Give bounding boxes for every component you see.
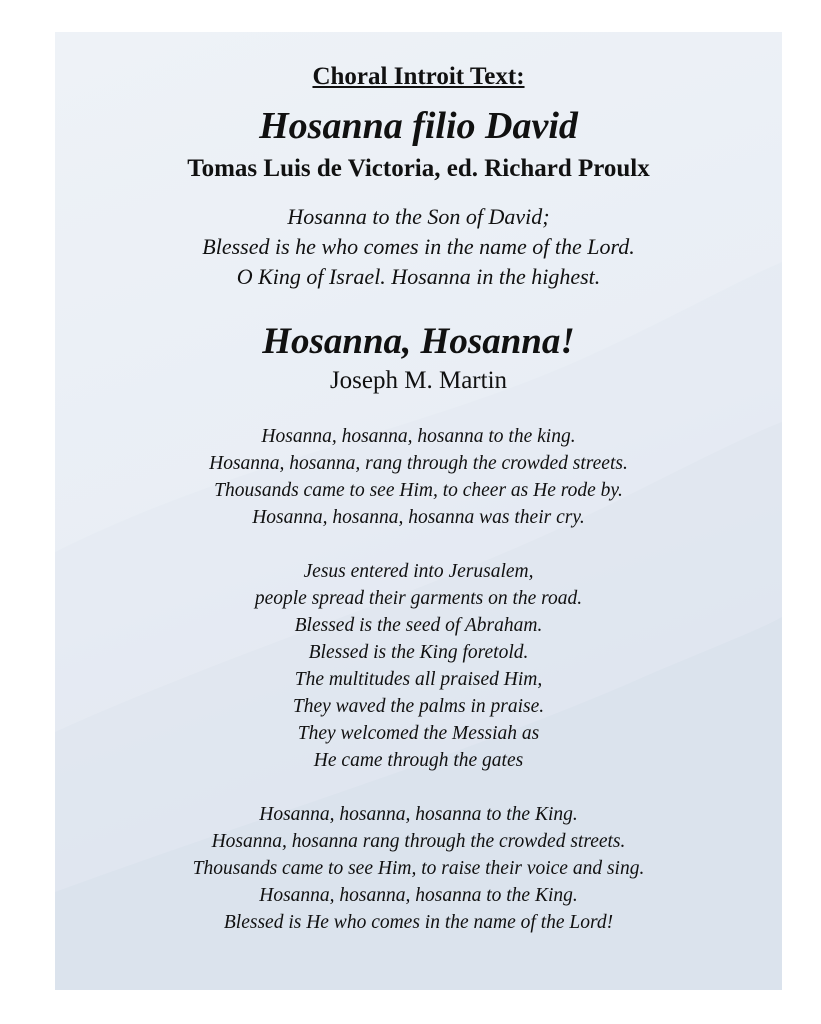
piece2-verse-3 xyxy=(55,801,782,936)
piece1-title: Hosanna filio David xyxy=(259,105,578,147)
lyric-line: Hosanna, hosanna, hosanna was their cry. xyxy=(252,507,585,528)
lyric-line: Hosanna, hosanna, hosanna to the king. xyxy=(261,426,576,447)
lyric-line: Hosanna, hosanna, hosanna to the King. xyxy=(259,885,578,906)
lyric-line: Hosanna, hosanna, hosanna to the King. xyxy=(259,804,578,825)
lyric-line: people spread their garments on the road. xyxy=(254,588,583,609)
lyric-line: Hosanna, hosanna, rang through the crowded streets. xyxy=(209,453,628,474)
lyric-line: They welcomed the Messiah as xyxy=(297,723,540,744)
document-page xyxy=(55,32,782,990)
piece2-composer: Joseph M. Martin xyxy=(329,367,508,394)
lyric-line: Thousands came to see Him, to raise their voice and sing. xyxy=(192,858,645,879)
piece2-title: Hosanna, Hosanna! xyxy=(262,321,575,362)
text-line: Hosanna to the Son of David; xyxy=(287,204,550,229)
text-line: Blessed is he who comes in the name of the Lord. xyxy=(202,234,635,259)
lyric-line: Hosanna, hosanna rang through the crowded streets. xyxy=(211,831,626,852)
piece2-verse-1 xyxy=(55,423,782,531)
lyric-line: Blessed is the seed of Abraham. xyxy=(294,615,543,636)
piece1-composer: Tomas Luis de Victoria, ed. Richard Proulx xyxy=(187,155,650,182)
text-line: O King of Israel. Hosanna in the highest. xyxy=(236,264,601,289)
lyric-line: Thousands came to see Him, to cheer as He rode by. xyxy=(214,480,623,501)
lyric-line: Jesus entered into Jerusalem, xyxy=(303,561,534,582)
lyric-line: Blessed is He who comes in the name of the Lord! xyxy=(223,912,614,933)
lyric-line: He came through the gates xyxy=(313,750,524,771)
piece1-text xyxy=(55,202,782,292)
lyric-line: Blessed is the King foretold. xyxy=(308,642,529,663)
piece2-verse-2 xyxy=(55,558,782,774)
lyric-line: The multitudes all praised Him, xyxy=(294,669,543,690)
lyric-line: They waved the palms in praise. xyxy=(292,696,545,717)
document-heading: Choral Introit Text: xyxy=(312,63,525,90)
document-content xyxy=(55,32,782,936)
